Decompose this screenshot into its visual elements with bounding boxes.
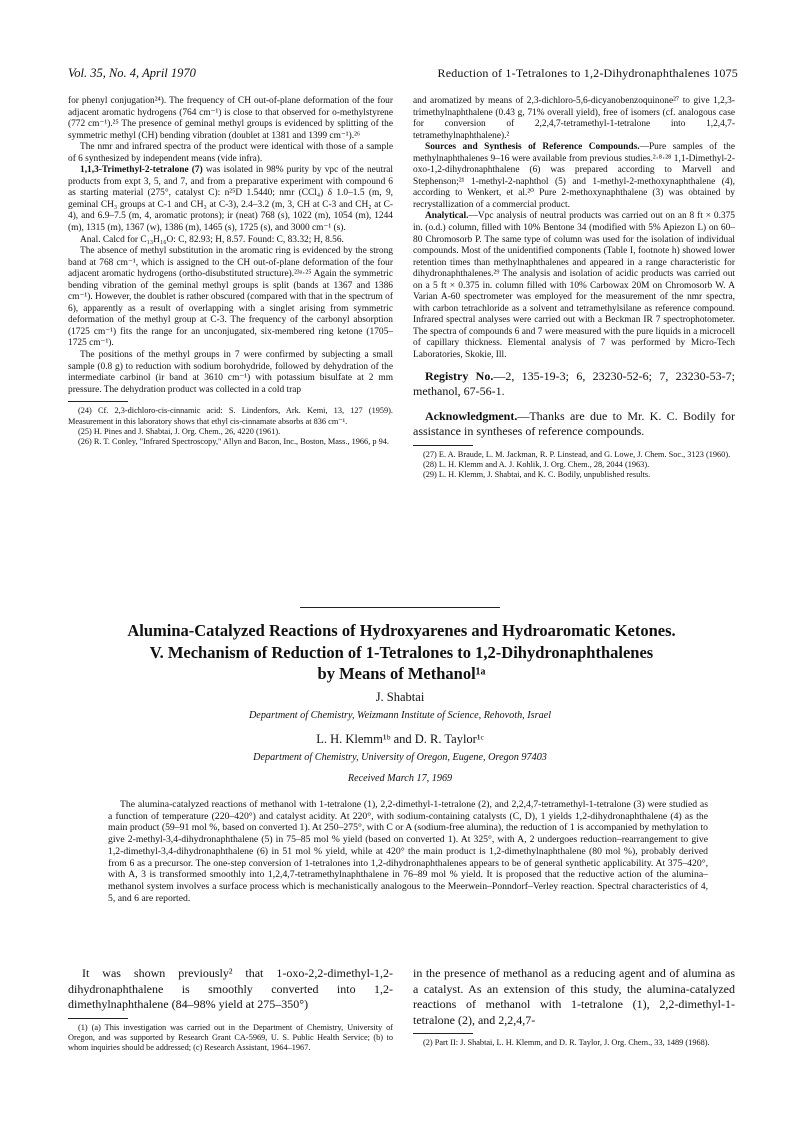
paragraph: The absence of methyl substitution in the aromatic ring is evidenced by the strong band at 768 cm⁻¹, which is assigned to the CH out-of-plane deformation of the four adjacent aromatic hydrogens (ortho-disubstituted structure).²³ᵃ·²⁵ Again the symmetric bending vibration of the geminal methyl groups is split (bands at 1367 and 1386 cm⁻¹). However, the doublet is rather obscured (compared with that in the spectrum of 6), apparently as a result of overlapping with a singlet arising from symmetric deformation of the methyl group at C-3. The frequency of the carbonyl absorption (1725 cm⁻¹) fits the range for an unconjugated, six-membered ring ketone (1705–1725 cm⁻¹). bbox=[68, 246, 393, 349]
author-names: L. H. Klemm¹ᵇ and D. R. Taylor¹ᶜ bbox=[316, 732, 484, 746]
footnote-text: (1) (a) This investigation was carried out in the Department of Chemistry, University of Oregon, and was supported by Research Grant CA-5969, U. S. Public Health Service; (b) to whom inquiries should be addressed; (c) Research Assistant, 1964–1967. bbox=[68, 1022, 393, 1053]
footnotes bbox=[413, 450, 735, 481]
footnote-rule bbox=[413, 445, 473, 446]
article-divider bbox=[300, 607, 500, 608]
body-left-column bbox=[68, 966, 393, 1053]
body-paragraph: in the presence of methanol as a reducing agent and of alumina as a catalyst. As an extension of this study, the alumina-catalyzed reactions of methanol with 1-tetralone (1), 2,2-dimethyl-1-tetralone (2), and 2,2,4,7- bbox=[413, 966, 735, 1027]
received-date: Received March 17, 1969 bbox=[347, 773, 453, 784]
footnote-rule bbox=[68, 401, 128, 402]
footnote bbox=[413, 1038, 735, 1048]
author-affiliation: Department of Chemistry, University of Oregon, Eugene, Oregon 97403 bbox=[253, 752, 547, 763]
paragraph bbox=[413, 211, 735, 361]
section-heading: Sources and Synthesis of Reference Compounds. bbox=[425, 142, 640, 153]
title-line: V. Mechanism of Reduction of 1-Tetralones to 1,2-Dihydronaphthalenes bbox=[149, 642, 654, 662]
footnote: (27) E. A. Braude, L. M. Jackman, R. P. Linstead, and G. Lowe, J. Chem. Soc., 3123 (1960). bbox=[423, 449, 731, 459]
paragraph: The nmr and infrared spectra of the product were identical with those of a sample of 6 synthesized by independent means (vide infra). bbox=[68, 142, 393, 164]
paragraph-text: was isolated in 98% purity by vpc of the neutral products from expt 3, 5, and 7, and from a preparative experiment with compound 6 as starting material (275°, catalyst C): n²⁵D 1.5440; nmr (CCl₄) δ 1.0–1.5 (m, 9, geminal CH₃ groups at C-1 and CH₃ at C-3), 2.4–3.2 (m, 3, CH at C-3 and CH₂ at C-4), and 6.9–7.5 (m, 4, aromatic protons); ir (neat) 768 (s), 1022 (m), 1054 (m), 1244 (m), 1315 (m), 1367 (w), 1386 (m), 1465 (s), 1725 (s), and 3000 cm⁻¹ (s). bbox=[68, 165, 394, 234]
section-heading: Analytical. bbox=[425, 211, 469, 222]
body-right-column bbox=[413, 966, 735, 1048]
footnote-rule bbox=[68, 1018, 128, 1019]
footnote-rule bbox=[413, 1033, 473, 1034]
right-column bbox=[413, 96, 735, 480]
footnote: (26) R. T. Conley, "Infrared Spectroscopy," Allyn and Bacon, Inc., Boston, Mass., 1966, p 94. bbox=[78, 437, 389, 447]
footnote: (28) L. H. Klemm and A. J. Kohlik, J. Org. Chem., 28, 2044 (1963). bbox=[423, 459, 650, 469]
footnote: (29) L. H. Klemm, J. Shabtai, and K. C. Bodily, unpublished results. bbox=[423, 470, 651, 480]
running-header-title: Reduction of 1-Tetralones to 1,2-Dihydronaphthalenes 1075 bbox=[437, 66, 738, 80]
footnote-text: (2) Part II: J. Shabtai, L. H. Klemm, and D. R. Taylor, J. Org. Chem., 33, 1489 (1968). bbox=[423, 1038, 710, 1047]
running-header-volume: Vol. 35, No. 4, April 1970 bbox=[68, 66, 196, 80]
article-title bbox=[68, 620, 735, 685]
registry-numbers bbox=[413, 369, 735, 400]
footnote: (25) H. Pines and J. Shabtai, J. Org. Chem., 26, 4220 (1961). bbox=[78, 426, 281, 436]
left-column bbox=[68, 96, 393, 447]
footnote: (24) Cf. 2,3-dichloro-cis-cinnamic acid: S. Lindenfors, Ark. Kemi, 13, 127 (1959). Measurement in this laboratory shows that ethyl cis-cinnamate absorbs at 836 cm⁻¹. bbox=[68, 406, 393, 426]
paragraph: and aromatized by means of 2,3-dichloro-5,6-dicyanobenzoquinone²⁷ to give 1,2,3-trimethylnaphthalene (0.43 g, 71% overall yield), free of isomers (cf. analogous case for conversion of 2,2,4,7-tetramethyl-1-tetralone into 1,2,4,7-tetramethylnaphthalene).² bbox=[413, 96, 735, 141]
acknowledgment bbox=[413, 409, 735, 440]
acknowledgment-heading: Acknowledgment. bbox=[425, 408, 518, 423]
compound-heading: 1,1,3-Trimethyl-2-tetralone (7) bbox=[80, 165, 203, 176]
title-line: by Means of Methanol¹ᵃ bbox=[317, 664, 486, 683]
acknowledgment-text: —Thanks are due to Mr. K. C. Bodily for assistance in syntheses of reference compounds. bbox=[413, 408, 735, 439]
footnotes bbox=[68, 406, 393, 447]
author-name: J. Shabtai bbox=[375, 690, 425, 704]
abstract: The alumina-catalyzed reactions of methanol with 1-tetralone (1), 2,2-dimethyl-1-tetralone (2), and 2,2,4,7-tetramethyl-1-tetralone (3) were studied as a function of temperature (220–420°) and catalyst acidity. At 220°, with sodium-containing catalysts (C, D), 1 yields 1,2-dihydronaphthalene (4) as the main product (59–91 mol %, based on converted 1). At 250–275°, with C or A (sodium-free alumina), the reduction of 1 is accompanied by methylation to give 2-methyl-3,4-dihydronaphthalene (5) in 75–85 mol % yield (based on converted 1). At 325°, with A, 2 undergoes reduction–rearrangement to give 1,2-dimethyl-3,4-dihydronaphthalene (6) in 51 mol % yield, while at 420° the main product is 1,2-dimethylnaphthalene (80 mol %), probably derived from 6 as a precursor. The one-step conversion of 1-tetralones into 1,2-dihydronaphthalenes appears to be of general synthetic applicability. At 375–420°, with A, 3 is transformed smoothly into 1,2,4,7-tetramethylnaphthalene in 76–89 mol % yield. It is proposed that the reductive action of the alumina–methanol system involves a surface process which is mechanistically analogous to the Meerwein–Ponndorf–Verley reaction. Spectral characteristics of 4, 5, and 6 are reported. bbox=[108, 799, 708, 904]
author-affiliation: Department of Chemistry, Weizmann Institute of Science, Rehovoth, Israel bbox=[248, 710, 552, 721]
body-paragraph: It was shown previously² that 1-oxo-2,2-dimethyl-1,2-dihydronaphthalene is smoothly converted into 1,2-dimethylnaphthalene (84–98% yield at 275–350°) bbox=[68, 966, 393, 1011]
registry-text: —2, 135-19-3; 6, 23230-52-6; 7, 23230-53-7; methanol, 67-56-1. bbox=[413, 368, 735, 399]
footnote bbox=[68, 1023, 393, 1054]
registry-heading: Registry No. bbox=[425, 368, 494, 383]
paragraph bbox=[68, 165, 393, 234]
paragraph: Anal. Calcd for C₁₃H₁₆O: C, 82.93; H, 8.57. Found: C, 83.32; H, 8.56. bbox=[80, 234, 344, 245]
paragraph-text: —Vpc analysis of neutral products was carried out on an 8 ft × 0.375 in. (o.d.) column, filled with 10% Bentone 34 (modified with 5% Apiezon L) on 60–80 Chromosorb P. The same type of column was used for the isolation of individual compounds. Most of the unidentified components (Table I, footnote h) showed lower retention times than methylnaphthalenes and appeared in a range characteristic for dihydronaphthalenes.²⁹ The analysis and isolation of acidic products was carried out on a 5 ft × 0.375 in. column filled with 10% Carbowax 20M on Chromosorb W. A Varian A-60 spectrometer was employed for the measurement of the nmr spectra, with carbon tetrachloride as a solvent and tetramethylsilane as reference compound. Infrared spectral analyses were carried out with a Beckman IR 7 spectrophotometer. The spectra of compounds 6 and 7 were measured with the pure liquids in a microcell of capillary thickness. Elemental analysis of 7 was performed by Micro-Tech Laboratories, Skokie, Ill. bbox=[413, 211, 735, 361]
paragraph-text: —Pure samples of the methylnaphthalenes 9–16 were available from previous studies.²·⁸·²⁸ 1,1-Dimethyl-2-oxo-1,2-dihydronaphthalene (6) was prepared according to Marvell and Stephenson;²¹ 1-methyl-2-naphthol (5) and 1-methyl-2-methoxynaphthalene (4), according to Wenkert, et al.²⁰ Pure 2-methoxynaphthalene (3) was obtained by recrystallization of a commercial product. bbox=[413, 142, 735, 210]
title-line: Alumina-Catalyzed Reactions of Hydroxyarenes and Hydroaromatic Ketones. bbox=[127, 621, 676, 640]
paragraph: for phenyl conjugation²⁴). The frequency of CH out-of-plane deformation of the four adjacent aromatic hydrogens (764 cm⁻¹) is close to that observed for o-methylstyrene (772 cm⁻¹).²⁵ The presence of geminal methyl groups is evidenced by splitting of the symmetric methyl (CH) bending vibration (doublet at 1381 and 1399 cm⁻¹).²⁶ bbox=[68, 96, 393, 141]
paragraph bbox=[413, 142, 735, 211]
paragraph: The positions of the methyl groups in 7 were confirmed by subjecting a small sample (0.8 g) to reduction with sodium borohydride, followed by dehydration of the intermediate carbinol (ir band at 3610 cm⁻¹) with potassium bisulfate at 2 mm pressure. The dehydration product was collected in a cold trap bbox=[68, 350, 393, 395]
